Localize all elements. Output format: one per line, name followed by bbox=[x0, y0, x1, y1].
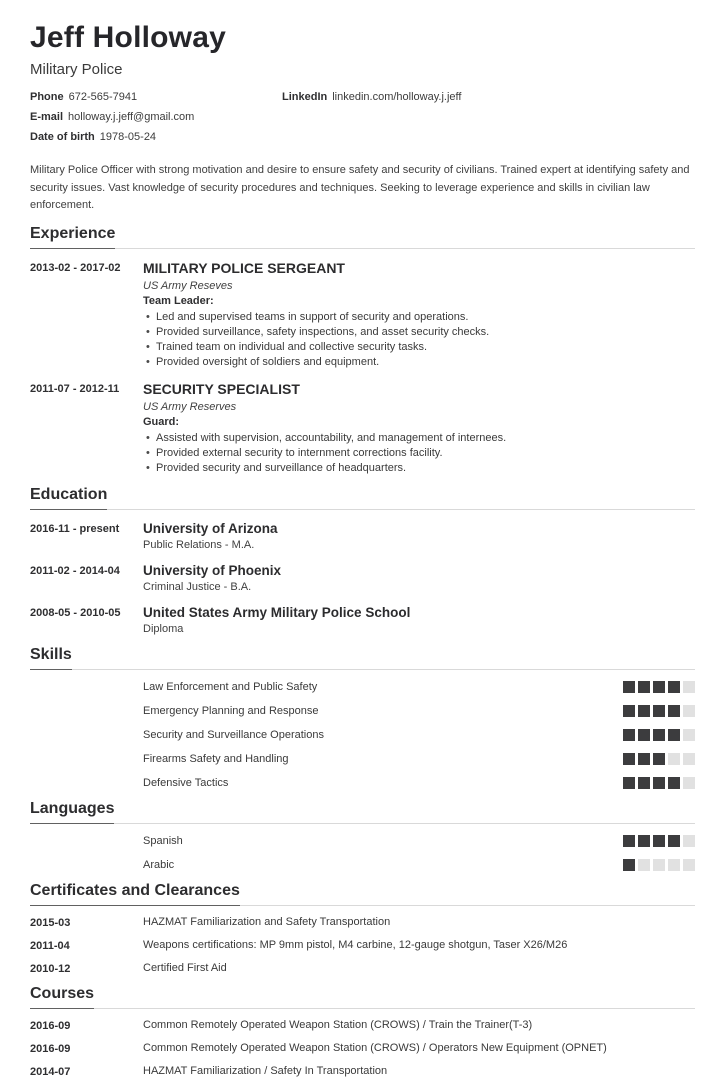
rating-square-filled bbox=[668, 777, 680, 789]
skill-row bbox=[30, 753, 695, 766]
skill-rating bbox=[623, 753, 695, 765]
section-languages-title: Languages bbox=[30, 800, 114, 824]
certificate-row bbox=[30, 915, 695, 929]
skill-row bbox=[30, 705, 695, 718]
section-certificates bbox=[30, 882, 695, 975]
rating-square-empty bbox=[683, 681, 695, 693]
phone-label: Phone bbox=[30, 91, 64, 103]
experience-bullet: • Provided security and surveillance of headquarters. bbox=[143, 461, 695, 476]
rating-square-empty bbox=[638, 859, 650, 871]
rating-square-filled bbox=[653, 705, 665, 717]
skill-row bbox=[30, 777, 695, 790]
experience-role-label: Team Leader: bbox=[143, 294, 214, 307]
rating-square-filled bbox=[668, 681, 680, 693]
course-date: 2014-07 bbox=[30, 1065, 71, 1078]
course-date: 2016-09 bbox=[30, 1042, 71, 1055]
language-label: Arabic bbox=[143, 859, 175, 872]
course-row bbox=[30, 1064, 695, 1078]
contact-column-right bbox=[282, 91, 695, 151]
section-skills-title: Skills bbox=[30, 646, 72, 670]
certificate-row bbox=[30, 938, 695, 952]
experience-bullet: • Provided oversight of soldiers and equipment. bbox=[143, 355, 695, 370]
skill-row bbox=[30, 681, 695, 694]
skill-label: Firearms Safety and Handling bbox=[143, 753, 289, 766]
education-dates: 2008-05 - 2010-05 bbox=[30, 606, 121, 619]
section-certificates-head bbox=[30, 882, 695, 906]
experience-bullet: • Provided external security to internment corrections facility. bbox=[143, 446, 695, 461]
candidate-name: Jeff Holloway bbox=[30, 21, 226, 54]
section-education-title: Education bbox=[30, 486, 107, 510]
experience-details bbox=[143, 381, 695, 476]
rating-square-filled bbox=[653, 681, 665, 693]
course-text: Common Remotely Operated Weapon Station (CROWS) / Operators New Equipment (OPNET) bbox=[143, 1041, 607, 1054]
section-courses-title: Courses bbox=[30, 985, 94, 1009]
section-languages bbox=[30, 800, 695, 872]
certificate-text: Certified First Aid bbox=[143, 961, 227, 974]
section-courses bbox=[30, 985, 695, 1078]
rating-square-filled bbox=[638, 729, 650, 741]
rating-square-filled bbox=[653, 729, 665, 741]
certificate-text: Weapons certifications: MP 9mm pistol, M4 carbine, 12-gauge shotgun, Taser X26/M26 bbox=[143, 938, 568, 951]
course-row bbox=[30, 1041, 695, 1055]
education-details bbox=[143, 563, 695, 594]
skill-row bbox=[30, 729, 695, 742]
rating-square-filled bbox=[623, 753, 635, 765]
section-education bbox=[30, 486, 695, 636]
section-skills bbox=[30, 646, 695, 790]
rating-square-filled bbox=[638, 705, 650, 717]
skill-label: Law Enforcement and Public Safety bbox=[143, 681, 318, 694]
education-degree: Public Relations - M.A. bbox=[143, 538, 255, 551]
experience-position: SECURITY SPECIALIST bbox=[143, 380, 300, 397]
email-value: holloway.j.jeff@gmail.com bbox=[68, 111, 195, 123]
course-row bbox=[30, 1018, 695, 1032]
certificate-row bbox=[30, 961, 695, 975]
rating-square-filled bbox=[653, 753, 665, 765]
experience-organization: US Army Reserves bbox=[143, 400, 237, 413]
experience-bullet-list bbox=[143, 431, 695, 476]
section-experience-head bbox=[30, 225, 695, 249]
rating-square-filled bbox=[623, 681, 635, 693]
section-skills-head bbox=[30, 646, 695, 670]
language-row bbox=[30, 835, 695, 848]
experience-role-label: Guard: bbox=[143, 415, 180, 428]
rating-square-filled bbox=[638, 681, 650, 693]
rating-square-filled bbox=[653, 835, 665, 847]
certificate-date: 2015-03 bbox=[30, 916, 71, 929]
rating-square-filled bbox=[638, 835, 650, 847]
section-certificates-title: Certificates and Clearances bbox=[30, 882, 240, 906]
contact-column-left bbox=[30, 91, 282, 151]
education-entry bbox=[30, 521, 695, 552]
rating-square-empty bbox=[683, 753, 695, 765]
rating-square-empty bbox=[683, 859, 695, 871]
linkedin-label: LinkedIn bbox=[282, 91, 328, 103]
education-school: United States Army Military Police School bbox=[143, 604, 411, 620]
rating-square-empty bbox=[683, 835, 695, 847]
education-dates: 2016-11 - present bbox=[30, 522, 120, 535]
education-degree: Diploma bbox=[143, 622, 184, 635]
rating-square-empty bbox=[683, 729, 695, 741]
skill-label: Defensive Tactics bbox=[143, 777, 229, 790]
language-label: Spanish bbox=[143, 835, 183, 848]
experience-bullet: • Led and supervised teams in support of security and operations. bbox=[143, 310, 695, 325]
phone-value: 672-565-7941 bbox=[68, 91, 138, 103]
education-school: University of Phoenix bbox=[143, 562, 282, 578]
language-rating bbox=[623, 835, 695, 847]
email-label: E-mail bbox=[30, 111, 64, 123]
experience-position: MILITARY POLICE SERGEANT bbox=[143, 259, 345, 276]
education-entry bbox=[30, 563, 695, 594]
experience-bullet: • Provided surveillance, safety inspections, and asset security checks. bbox=[143, 325, 695, 340]
rating-square-filled bbox=[638, 753, 650, 765]
rating-square-filled bbox=[638, 777, 650, 789]
experience-entry bbox=[30, 260, 695, 370]
skill-rating bbox=[623, 777, 695, 789]
rating-square-empty bbox=[683, 777, 695, 789]
experience-bullet-list bbox=[143, 310, 695, 370]
education-school: University of Arizona bbox=[143, 520, 278, 536]
rating-square-filled bbox=[623, 777, 635, 789]
rating-square-filled bbox=[623, 835, 635, 847]
rating-square-empty bbox=[653, 859, 665, 871]
contact-linkedin bbox=[282, 91, 695, 103]
education-entry bbox=[30, 605, 695, 636]
resume-header bbox=[30, 22, 695, 215]
education-degree: Criminal Justice - B.A. bbox=[143, 580, 252, 593]
certificate-text: HAZMAT Familiarization and Safety Transportation bbox=[143, 915, 391, 928]
experience-bullet: • Assisted with supervision, accountability, and management of internees. bbox=[143, 431, 695, 446]
rating-square-empty bbox=[668, 753, 680, 765]
rating-square-filled bbox=[623, 729, 635, 741]
rating-square-filled bbox=[668, 835, 680, 847]
contact-block bbox=[30, 91, 695, 151]
section-experience bbox=[30, 225, 695, 476]
rating-square-filled bbox=[653, 777, 665, 789]
rating-square-empty bbox=[683, 705, 695, 717]
dob-label: Date of birth bbox=[30, 131, 95, 143]
certificate-date: 2010-12 bbox=[30, 962, 71, 975]
section-education-head bbox=[30, 486, 695, 510]
section-courses-head bbox=[30, 985, 695, 1009]
experience-dates: 2013-02 - 2017-02 bbox=[30, 261, 121, 274]
skill-rating bbox=[623, 705, 695, 717]
experience-details bbox=[143, 260, 695, 370]
experience-entry bbox=[30, 381, 695, 476]
course-text: HAZMAT Familiarization / Safety In Transportation bbox=[143, 1064, 388, 1077]
language-rating bbox=[623, 859, 695, 871]
candidate-job-title: Military Police bbox=[30, 61, 123, 78]
education-details bbox=[143, 605, 695, 636]
language-row bbox=[30, 859, 695, 872]
education-dates: 2011-02 - 2014-04 bbox=[30, 564, 120, 577]
course-text: Common Remotely Operated Weapon Station (CROWS) / Train the Trainer(T-3) bbox=[143, 1018, 533, 1031]
experience-dates: 2011-07 - 2012-11 bbox=[30, 382, 120, 395]
contact-date-of-birth bbox=[30, 131, 282, 143]
section-languages-head bbox=[30, 800, 695, 824]
linkedin-value: linkedin.com/holloway.j.jeff bbox=[332, 91, 462, 103]
certificate-date: 2011-04 bbox=[30, 939, 70, 952]
rating-square-filled bbox=[668, 705, 680, 717]
experience-organization: US Army Reseves bbox=[143, 279, 233, 292]
skill-rating bbox=[623, 681, 695, 693]
rating-square-filled bbox=[623, 705, 635, 717]
skill-rating bbox=[623, 729, 695, 741]
skill-label: Security and Surveillance Operations bbox=[143, 729, 324, 742]
rating-square-empty bbox=[668, 859, 680, 871]
contact-email bbox=[30, 111, 282, 123]
section-experience-title: Experience bbox=[30, 225, 115, 249]
rating-square-filled bbox=[623, 859, 635, 871]
course-date: 2016-09 bbox=[30, 1019, 71, 1032]
professional-summary: Military Police Officer with strong motivation and desire to ensure safety and security of civilians. Trained expert at identifying safety and security issues. Vast knowledge of security procedures and techniques. Seeking to leverage experience and skills in civilian law enforcement. bbox=[30, 164, 690, 212]
education-details bbox=[143, 521, 695, 552]
dob-value: 1978-05-24 bbox=[99, 131, 157, 143]
skill-label: Emergency Planning and Response bbox=[143, 705, 319, 718]
rating-square-filled bbox=[668, 729, 680, 741]
contact-phone bbox=[30, 91, 282, 103]
experience-bullet: • Trained team on individual and collective security tasks. bbox=[143, 340, 695, 355]
